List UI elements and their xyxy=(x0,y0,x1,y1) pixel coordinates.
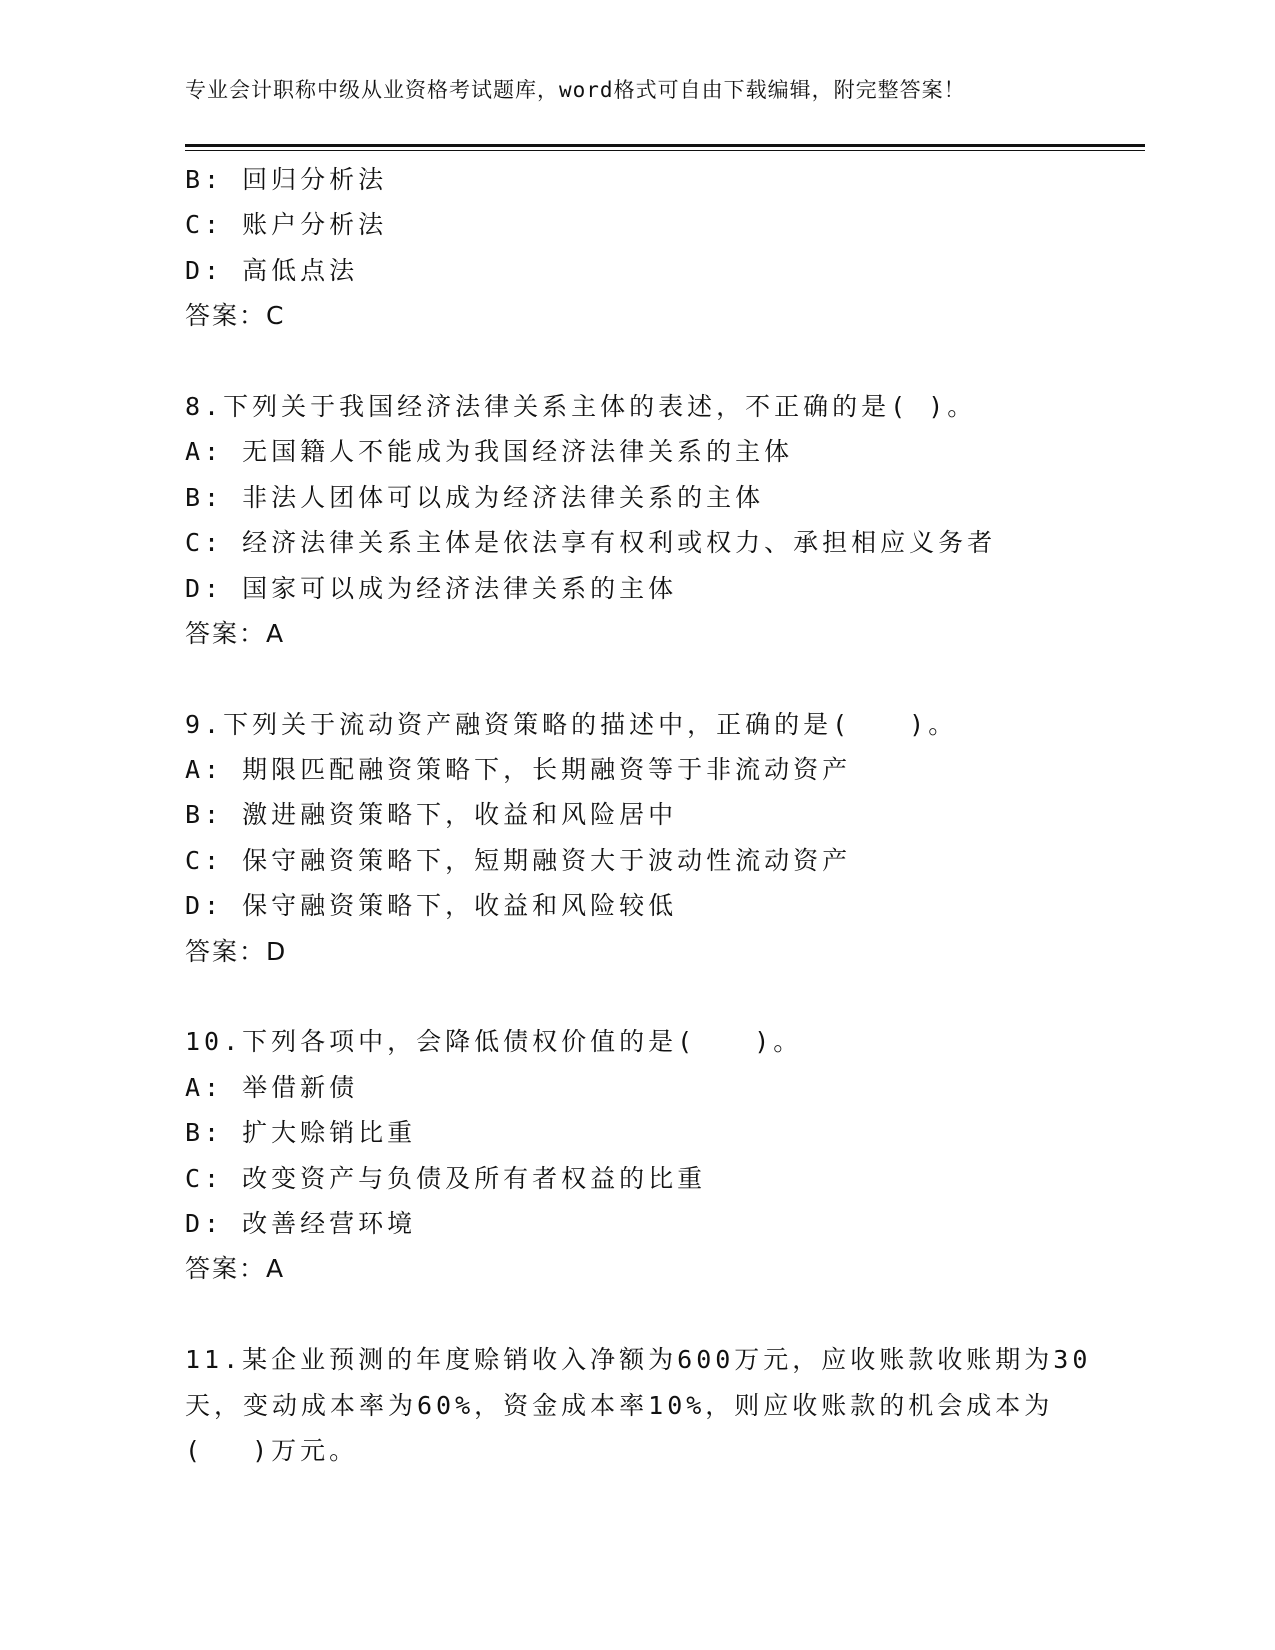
question-stem: 8.下列关于我国经济法律关系主体的表述，不正确的是( )。 xyxy=(185,391,977,421)
answer: 答案：A xyxy=(185,1254,286,1284)
option-d: D: 改善经营环境 xyxy=(185,1208,417,1238)
option-b: B: 回归分析法 xyxy=(185,165,388,194)
option-d: D: 保守融资策略下，收益和风险较低 xyxy=(185,891,678,921)
option-c: C: 保守融资策略下，短期融资大于波动性流动资产 xyxy=(185,845,852,875)
option-a: A: 期限匹配融资策略下，长期融资等于非流动资产 xyxy=(185,755,852,785)
option-b: B: 扩大赊销比重 xyxy=(185,1118,417,1148)
question-stem-line-1: 11.某企业预测的年度赊销收入净额为600万元，应收账款收账期为30 xyxy=(185,1345,1092,1375)
question-stem: 9.下列关于流动资产融资策略的描述中，正确的是( )。 xyxy=(185,709,958,739)
question-content xyxy=(185,157,1092,1473)
option-d: D: 高低点法 xyxy=(185,255,359,285)
header-rule-thick xyxy=(185,144,1145,147)
page-header: 专业会计职称中级从业资格考试题库，word格式可自由下载编辑，附完整答案！ xyxy=(185,78,966,102)
answer: 答案：A xyxy=(185,618,286,648)
answer: 答案：C xyxy=(185,301,286,331)
option-b: B: 非法人团体可以成为经济法律关系的主体 xyxy=(185,482,765,512)
option-d: D: 国家可以成为经济法律关系的主体 xyxy=(185,573,678,603)
question-stem-line-3: ( )万元。 xyxy=(185,1435,359,1465)
option-c: C: 账户分析法 xyxy=(185,210,388,240)
option-a: A: 无国籍人不能成为我国经济法律关系的主体 xyxy=(185,437,794,467)
option-b: B: 激进融资策略下，收益和风险居中 xyxy=(185,800,678,830)
question-stem: 10.下列各项中，会降低债权价值的是( )。 xyxy=(185,1027,803,1057)
option-c: C: 改变资产与负债及所有者权益的比重 xyxy=(185,1163,707,1193)
question-stem-line-2: 天，变动成本率为60%，资金成本率10%，则应收账款的机会成本为 xyxy=(185,1390,1054,1420)
answer: 答案：D xyxy=(185,936,288,966)
option-a: A: 举借新债 xyxy=(185,1072,359,1102)
option-c: C: 经济法律关系主体是依法享有权利或权力、承担相应义务者 xyxy=(185,528,997,558)
header-rule-thin xyxy=(185,150,1145,151)
